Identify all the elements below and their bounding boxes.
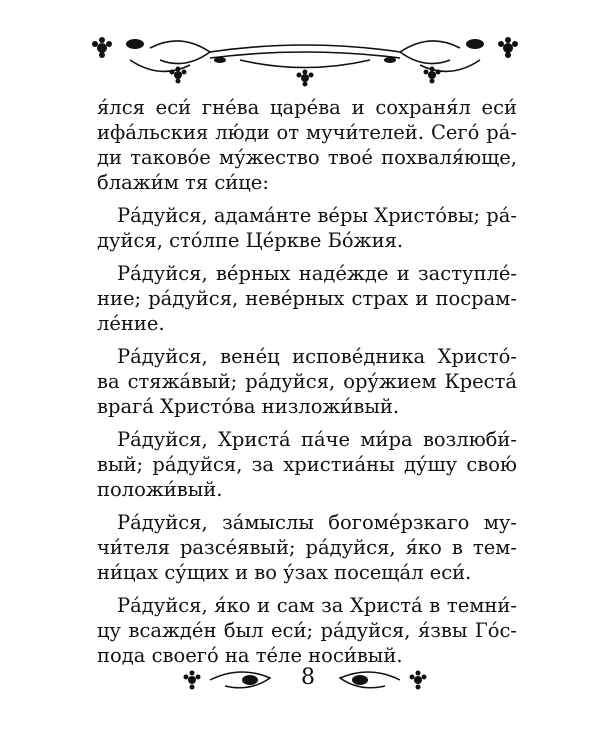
- text-line: ифа́льския лю́ди от мучи́телей. Сего́ ра́-: [97, 121, 517, 144]
- text-line: Ра́дуйся, вене́ц испове́дника Христо́-: [117, 345, 517, 368]
- text-line: ле́ние.: [97, 312, 165, 335]
- text-line: врага́ Христо́ва низложи́вый.: [97, 395, 400, 418]
- text-line: Ра́дуйся, я́ко и сам за Христа́ в темни́-: [117, 594, 517, 617]
- text-line: ди таково́е му́жество твое́ похваля́юще,: [97, 146, 517, 169]
- paragraph: [97, 95, 517, 195]
- text-line: блажи́м тя си́це:: [97, 171, 269, 194]
- text-line: ва стяжа́вый; ра́дуйся, ору́жием Креста́: [97, 370, 517, 393]
- text-line: ни́цах су́щих и во у́зах посеща́л еси́.: [97, 561, 472, 584]
- page-text: [97, 95, 517, 668]
- text-line: Ра́дуйся, за́мыслы богоме́рзкаго му-: [117, 511, 517, 534]
- page-number: 8: [301, 665, 315, 690]
- paragraph: [97, 427, 517, 502]
- text-line: Ра́дуйся, Христа́ па́че ми́ра возлюби́-: [117, 428, 517, 451]
- text-line: пода своего́ на те́ле носи́вый.: [97, 644, 403, 667]
- paragraph: [97, 261, 517, 336]
- text-line: вый; ра́дуйся, за христиа́ны ду́шу свою́: [97, 453, 517, 476]
- text-line: Ра́дуйся, адама́нте ве́ры Христо́вы; ра́-: [117, 204, 517, 227]
- text-line: цу всажде́н был еси́; ра́дуйся, я́звы Го́с-: [97, 619, 517, 642]
- text-line: я́лся еси́ гне́ва царе́ва и сохраня́л еси́: [97, 96, 517, 119]
- text-line: дуйся, сто́лпе Це́ркве Бо́жия.: [97, 229, 404, 252]
- paragraph: [97, 510, 517, 585]
- text-line: чи́теля разсе́явый; ра́дуйся, я́ко в тем-: [97, 536, 517, 559]
- top-ornament: [90, 30, 520, 90]
- text-line: положи́вый.: [97, 478, 223, 501]
- paragraph: [97, 593, 517, 668]
- paragraph: [97, 344, 517, 419]
- paragraph: [97, 203, 517, 253]
- text-line: Ра́дуйся, ве́рных наде́жде и заступле́-: [117, 262, 517, 285]
- text-line: ние; ра́дуйся, неве́рных страх и посрам-: [97, 287, 517, 310]
